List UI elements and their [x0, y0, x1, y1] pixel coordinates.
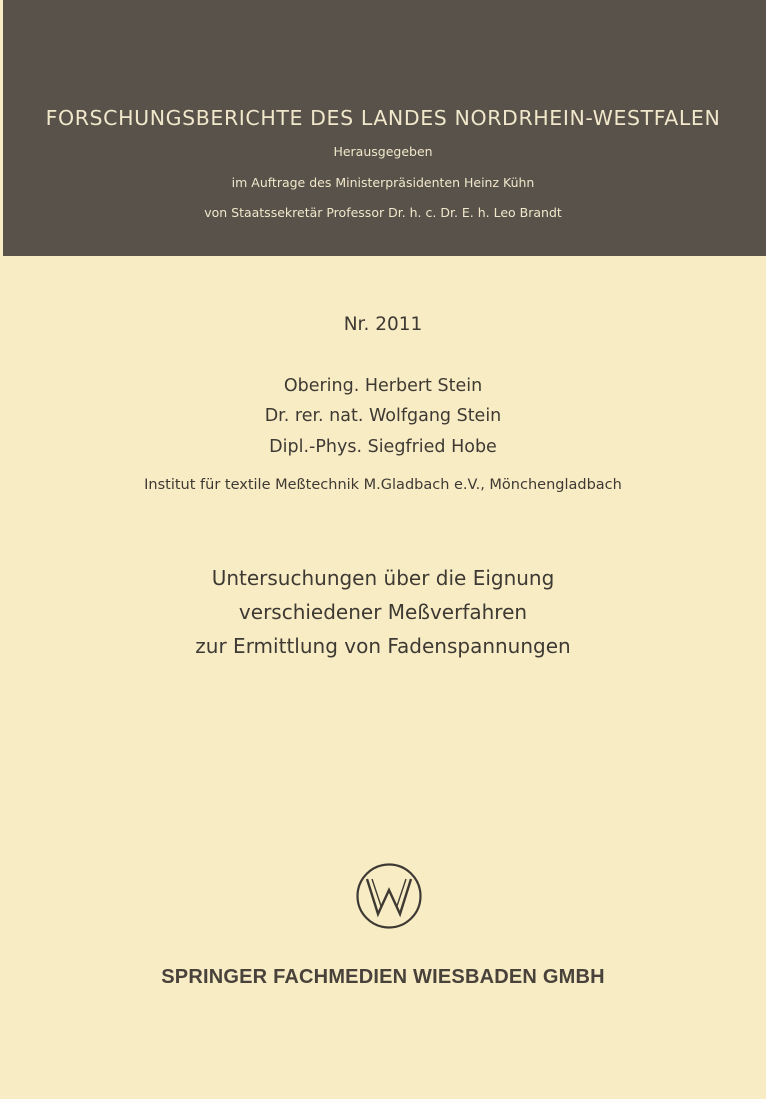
- series-title: FORSCHUNGSBERICHTE DES LANDES NORDRHEIN-WESTFALEN: [45, 106, 721, 130]
- publisher-name: SPRINGER FACHMEDIEN WIESBADEN GMBH: [161, 966, 605, 988]
- report-title-line-2: verschiedener Meßverfahren: [238, 600, 528, 624]
- publisher-logo-icon: [355, 862, 423, 930]
- edited-by-label: Herausgegeben: [333, 144, 433, 159]
- report-number: Nr. 2011: [343, 314, 423, 335]
- author-1: Obering. Herbert Stein: [283, 376, 483, 396]
- editor-line: von Staatssekretär Professor Dr. h. c. Dr. E. h. Leo Brandt: [204, 205, 562, 220]
- institute-line: Institut für textile Meßtechnik M.Gladbach e.V., Mönchengladbach: [144, 477, 622, 493]
- commission-line: im Auftrage des Ministerpräsidenten Heinz Kühn: [231, 175, 535, 190]
- report-title-line-3: zur Ermittlung von Fadenspannungen: [195, 634, 571, 658]
- author-3: Dipl.-Phys. Siegfried Hobe: [269, 437, 497, 457]
- author-2: Dr. rer. nat. Wolfgang Stein: [264, 406, 502, 426]
- report-title-line-1: Untersuchungen über die Eignung: [211, 566, 555, 590]
